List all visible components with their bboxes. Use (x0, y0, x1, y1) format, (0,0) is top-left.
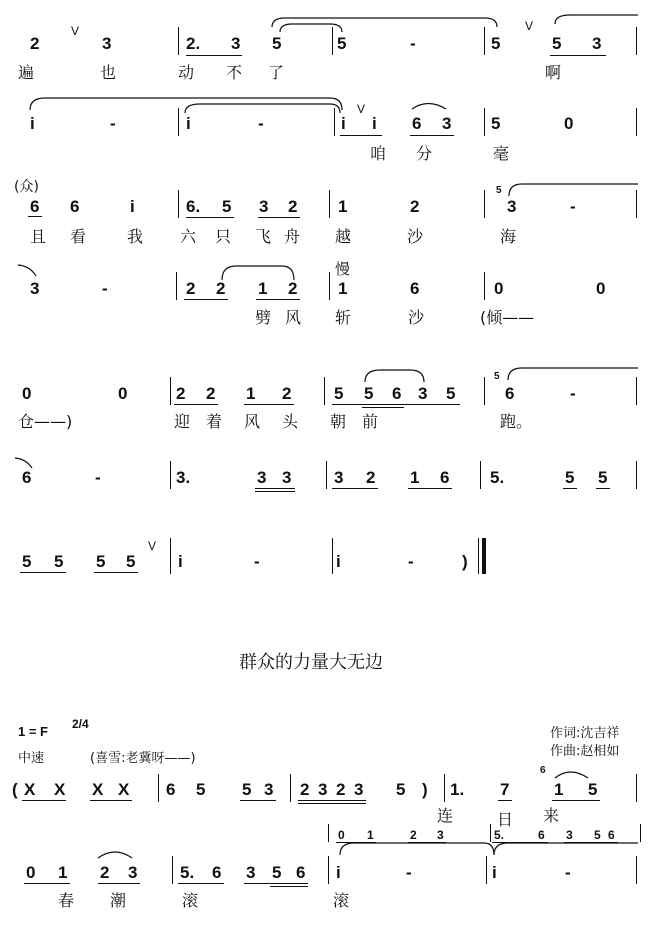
note: 2 (410, 197, 420, 216)
beam (332, 488, 378, 489)
note: 5 (242, 780, 252, 799)
note: 6 (166, 780, 176, 799)
barline (486, 856, 487, 884)
note: 6 (296, 863, 306, 882)
lyric: 舟 (284, 227, 301, 246)
beam (186, 217, 234, 218)
beam (552, 800, 600, 801)
note: 6 (505, 384, 515, 403)
note: 1. (450, 780, 465, 799)
lyric: 仓——) (18, 412, 73, 431)
note: - (95, 468, 101, 487)
lyric: 啊 (545, 63, 562, 82)
note: 2 (30, 34, 40, 53)
lyric: 前 (362, 412, 379, 431)
beam (178, 883, 224, 884)
lyric: 且 (30, 227, 47, 246)
barline (334, 108, 335, 136)
note: 1 (58, 863, 68, 882)
lyric: 着 (206, 412, 223, 431)
note: 0 (22, 384, 32, 403)
tempo-mark: 慢 (335, 260, 351, 278)
shout-note: (喜雪:老冀呀——) (90, 751, 196, 766)
grace-note: 5 (494, 371, 500, 382)
breath-mark: V (357, 102, 366, 116)
grace-note: 6 (540, 765, 546, 776)
note: 2 (176, 384, 186, 403)
beam (186, 55, 242, 56)
beam (298, 803, 366, 804)
note: - (408, 552, 414, 571)
final-barline-thin (478, 538, 479, 574)
note: i (341, 114, 346, 133)
note: 1 (258, 279, 268, 298)
barline (636, 377, 637, 405)
beam (90, 800, 132, 801)
note: 3 (442, 114, 452, 133)
barline (328, 824, 329, 842)
beam (258, 217, 300, 218)
note: 3 (264, 780, 274, 799)
lyric: 日 (497, 810, 514, 829)
note: - (110, 114, 116, 133)
lyric: 滚 (333, 891, 350, 910)
note: 3 (592, 34, 602, 53)
beam (244, 883, 308, 884)
note: 2 (300, 780, 310, 799)
note: 6 (392, 384, 402, 403)
lyric: (倾—— (480, 308, 535, 327)
barline (178, 108, 179, 136)
grace-note: 5 (496, 185, 502, 196)
lyric: 风 (244, 412, 261, 431)
note: 3 (231, 34, 241, 53)
lyric: 滚 (182, 891, 199, 910)
note: 6 (538, 828, 545, 842)
final-barline-thick (482, 538, 486, 574)
barline (170, 538, 171, 574)
note: 6 (22, 468, 32, 487)
lyric: 春 (58, 891, 75, 910)
note: - (570, 384, 576, 403)
note: 3 (354, 780, 364, 799)
note: 6 (70, 197, 80, 216)
lyric: 遍 (18, 63, 35, 82)
breath-mark: V (148, 539, 157, 553)
note: 0 (338, 828, 345, 842)
note: 3 (566, 828, 573, 842)
beam (408, 842, 446, 843)
beam (28, 216, 42, 217)
barline (170, 377, 171, 405)
note: 5 (96, 552, 106, 571)
beam (410, 135, 454, 136)
note: 5 (272, 863, 282, 882)
note: 2 (186, 279, 196, 298)
note: X (92, 780, 104, 799)
lyric: 朝 (330, 412, 347, 431)
barline (636, 27, 637, 55)
barline (172, 856, 173, 884)
note: 7 (500, 780, 510, 799)
lyric: 劈 (255, 308, 272, 327)
note: 5 (491, 114, 501, 133)
note: 1 (554, 780, 564, 799)
note: 5 (272, 34, 282, 53)
note: 5 (588, 780, 598, 799)
note: 2 (206, 384, 216, 403)
time-signature: 2/4 (72, 717, 89, 731)
barline (332, 538, 333, 574)
beam (336, 842, 376, 843)
note: i (30, 114, 35, 133)
note: 2 (410, 828, 417, 842)
lyric: 潮 (110, 891, 127, 910)
beam (94, 572, 138, 573)
note: 5 (552, 34, 562, 53)
note: 3 (30, 279, 40, 298)
note: 5. (490, 468, 505, 487)
breath-mark: V (525, 19, 534, 33)
note: 3 (102, 34, 112, 53)
composer-credit: 作曲:赵相如 (550, 744, 620, 759)
note: 5 (396, 780, 406, 799)
note: 6 (608, 828, 615, 842)
note: 1 (367, 828, 374, 842)
note: 5 (337, 34, 347, 53)
barline (178, 190, 179, 218)
barline (176, 272, 177, 300)
lyricist-credit: 作词:沈吉祥 (550, 726, 620, 741)
beam (244, 404, 294, 405)
note: - (258, 114, 264, 133)
open-paren: ( (12, 780, 18, 799)
lyric: 六 (180, 227, 197, 246)
lyric: 分 (416, 144, 433, 163)
lyric: 了 (268, 63, 285, 82)
lyric: 也 (100, 63, 117, 82)
lyric: 飞 (255, 227, 272, 246)
beam (255, 491, 295, 492)
note: 2 (288, 279, 298, 298)
lyric: 斩 (335, 308, 352, 327)
barline (444, 774, 445, 802)
beam (98, 883, 140, 884)
barline (490, 824, 491, 842)
beam (362, 407, 404, 408)
note: 6 (412, 114, 422, 133)
note: 5 (491, 34, 501, 53)
note: 2 (100, 863, 110, 882)
note: 5 (222, 197, 232, 216)
barline (484, 272, 485, 300)
lyric: 只 (215, 227, 232, 246)
note: 1 (338, 279, 348, 298)
note: 0 (596, 279, 606, 298)
beam (550, 55, 606, 56)
song-title: 群众的力量大无边 (239, 652, 383, 673)
note: 5 (22, 552, 32, 571)
note: - (410, 34, 416, 53)
note: 5 (565, 468, 575, 487)
note: 5 (598, 468, 608, 487)
note: X (118, 780, 130, 799)
barline (178, 27, 179, 55)
barline (332, 27, 333, 55)
beam (256, 299, 300, 300)
note: 2. (186, 34, 201, 53)
lyric: 跑。 (500, 412, 533, 431)
beam (24, 883, 70, 884)
note: X (24, 780, 36, 799)
note: 6 (212, 863, 222, 882)
barline (636, 774, 637, 802)
barline (329, 272, 330, 300)
note: 5. (494, 828, 505, 842)
beam (332, 404, 460, 405)
beam (22, 800, 66, 801)
lyric: 海 (500, 227, 517, 246)
note: X (54, 780, 66, 799)
note: i (336, 552, 341, 571)
note: 5 (54, 552, 64, 571)
lyric: 沙 (408, 308, 425, 327)
note: 5 (364, 384, 374, 403)
barline (636, 108, 637, 136)
note: - (570, 197, 576, 216)
lyric: 不 (226, 63, 243, 82)
barline (158, 774, 159, 802)
note: 3 (334, 468, 344, 487)
note: 6 (440, 468, 450, 487)
note: 0 (26, 863, 36, 882)
note: 3 (257, 468, 267, 487)
note: 2 (288, 197, 298, 216)
note: 1 (338, 197, 348, 216)
barline (328, 856, 329, 884)
beam (174, 404, 218, 405)
note: - (406, 863, 412, 882)
barline (324, 377, 325, 405)
note: 1 (410, 468, 420, 487)
note: i (492, 863, 497, 882)
note: 2 (366, 468, 376, 487)
beam (408, 488, 452, 489)
note: 3. (176, 468, 191, 487)
note: 3 (318, 780, 328, 799)
note: 6 (30, 197, 40, 216)
lyric: 看 (70, 227, 87, 246)
lyric: 越 (335, 227, 352, 246)
note: 1 (246, 384, 256, 403)
lyric: 头 (282, 412, 299, 431)
beam (20, 572, 66, 573)
barline (484, 190, 485, 218)
beam (492, 842, 548, 843)
beam (184, 299, 228, 300)
lyric: 风 (285, 308, 302, 327)
beam (564, 842, 618, 843)
barline (636, 856, 637, 884)
note: 3 (246, 863, 256, 882)
beam (298, 800, 366, 801)
beam (255, 488, 295, 489)
note: i (186, 114, 191, 133)
note: i (178, 552, 183, 571)
note: 5 (594, 828, 601, 842)
note: - (565, 863, 571, 882)
note: i (372, 114, 377, 133)
lyric: 迎 (174, 412, 191, 431)
lyric: 咱 (370, 144, 387, 163)
note: 3 (437, 828, 444, 842)
note: 3 (259, 197, 269, 216)
lyric: 动 (178, 63, 195, 82)
key-signature: 1 = F (18, 724, 48, 739)
chorus-label: (众) (14, 179, 39, 195)
lyric: 毫 (493, 144, 510, 163)
barline (326, 461, 327, 489)
beam (240, 800, 276, 801)
note: 3 (418, 384, 428, 403)
barline (290, 774, 291, 802)
note: 5 (334, 384, 344, 403)
barline (484, 377, 485, 405)
note: i (130, 197, 135, 216)
note: 3 (507, 197, 517, 216)
breath-mark: V (71, 24, 80, 38)
beam (270, 886, 308, 887)
close-paren: ) (462, 552, 468, 571)
note: 2 (336, 780, 346, 799)
lyric: 我 (127, 227, 144, 246)
barline (636, 461, 637, 489)
barline (170, 461, 171, 489)
note: - (102, 279, 108, 298)
barline (484, 27, 485, 55)
note: i (336, 863, 341, 882)
note: 5. (180, 863, 195, 882)
note: 3 (282, 468, 292, 487)
close-paren: ) (422, 780, 428, 799)
note: 0 (494, 279, 504, 298)
lyric: 连 (437, 806, 454, 825)
lyric: 沙 (407, 227, 424, 246)
barline (640, 824, 641, 842)
note: 5 (196, 780, 206, 799)
note: 5 (126, 552, 136, 571)
barline (480, 461, 481, 489)
barline (484, 108, 485, 136)
note: 2 (216, 279, 226, 298)
tempo-mark: 中速 (18, 751, 45, 766)
barline (329, 190, 330, 218)
lyric: 来 (543, 806, 560, 825)
beam (596, 488, 610, 489)
note: 5 (446, 384, 456, 403)
beam (563, 488, 577, 489)
note: 0 (118, 384, 128, 403)
note: 6. (186, 197, 201, 216)
note: 0 (564, 114, 574, 133)
note: - (254, 552, 260, 571)
beam (340, 135, 382, 136)
note: 2 (282, 384, 292, 403)
note: 3 (128, 863, 138, 882)
beam (498, 800, 512, 801)
note: 6 (410, 279, 420, 298)
barline (636, 190, 637, 218)
